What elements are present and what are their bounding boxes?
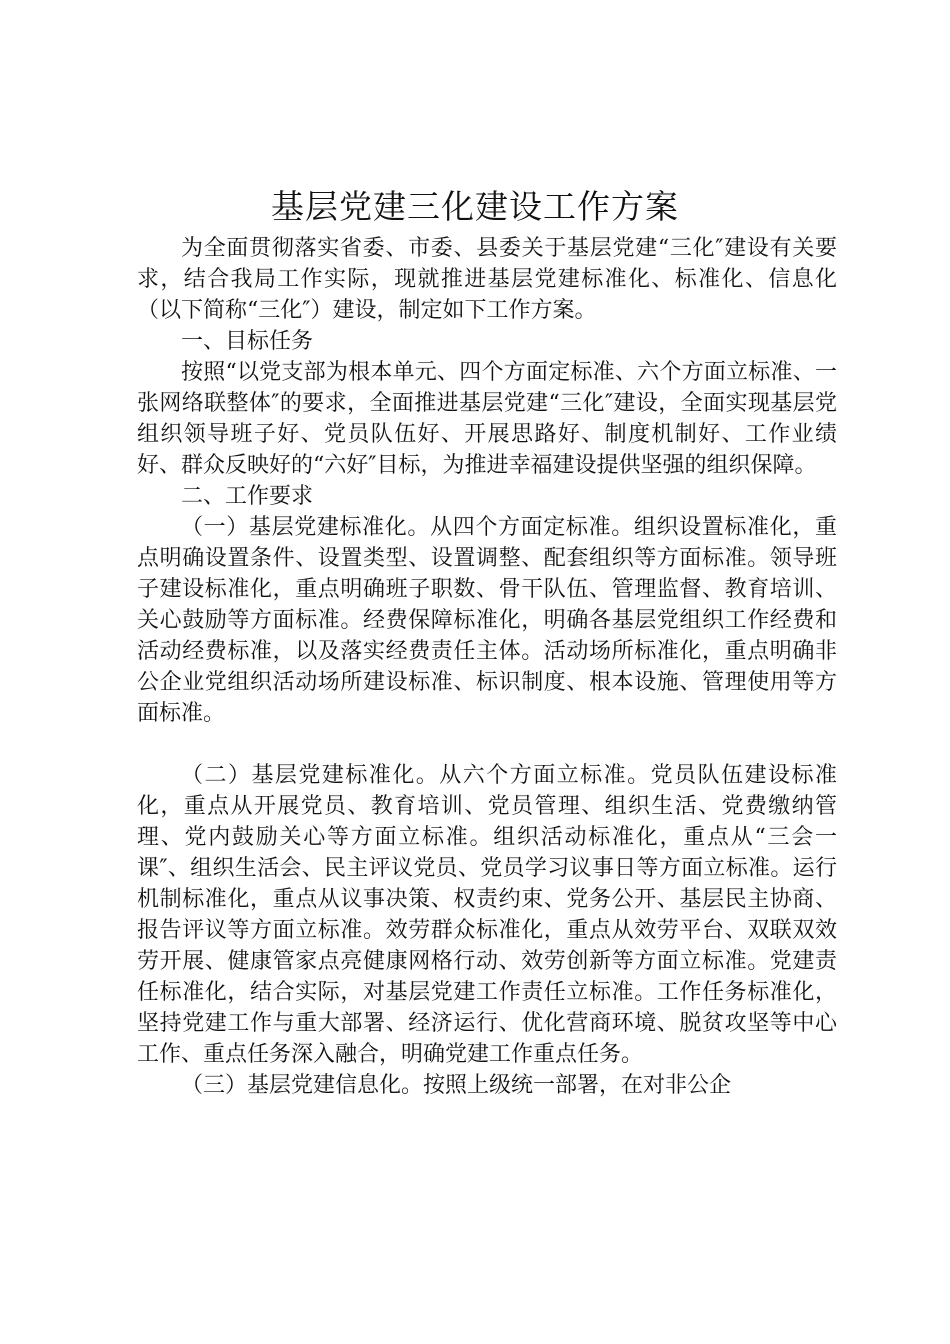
section-heading-goals: 一、目标任务 [181,329,314,354]
section-heading-requirements: 二、工作要求 [181,484,314,509]
requirement-paragraph-1: （一）基层党建标准化。从四个方面定标准。组织设置标准化，重点明确设置条件、设置类型、设置调整、配套组织等方面标准。领导班子建设标准化，重点明确班子职数、骨干队伍、管理监督、教育培训、关心鼓励等方面标准。经费保障标准化，明确各基层党组织工作经费和活动经费标准，以及落实经费责任主体。活动场所标准化，重点明确非公企业党组织活动场所建设标准、标识制度、根本设施、管理使用等方面标准。 [137,515,837,726]
goals-paragraph: 按照“以党支部为根本单元、四个方面定标准、六个方面立标准、一张网络联整体″的要求，全面推进基层党建“三化″建设，全面实现基层党组织领导班子好、党员队伍好、开展思路好、制度机制好、工作业绩好、群众反映好的“六好″目标，为推进幸福建设提供坚强的组织保障。 [137,360,837,478]
requirement-paragraph-2: （二）基层党建标准化。从六个方面立标准。党员队伍建设标准化，重点从开展党员、教育培训、党员管理、组织生活、党费缴纳管理、党内鼓励关心等方面立标准。组织活动标准化，重点从“三会一课″、组织生活会、民主评议党员、党员学习议事日等方面立标准。运行机制标准化，重点从议事决策、权责约束、党务公开、基层民主协商、报告评议等方面立标准。效劳群众标准化，重点从效劳平台、双联双效劳开展、健康管家点亮健康网格行动、效劳创新等方面立标准。党建责任标准化，结合实际，对基层党建工作责任立标准。工作任务标准化，坚持党建工作与重大部署、经济运行、优化营商环境、脱贫攻坚等中心工作、重点任务深入融合，明确党建工作重点任务。 [137,763,837,1067]
document-title: 基层党建三化建设工作方案 [271,187,679,226]
intro-paragraph: 为全面贯彻落实省委、市委、县委关于基层党建“三化″建设有关要求，结合我局工作实际，现就推进基层党建标准化、标准化、信息化（以下简称“三化″）建设，制定如下工作方案。 [137,236,837,323]
requirement-paragraph-3: （三）基层党建信息化。按照上级统一部署，在对非公企 [181,1073,732,1098]
document-body [137,233,837,1101]
